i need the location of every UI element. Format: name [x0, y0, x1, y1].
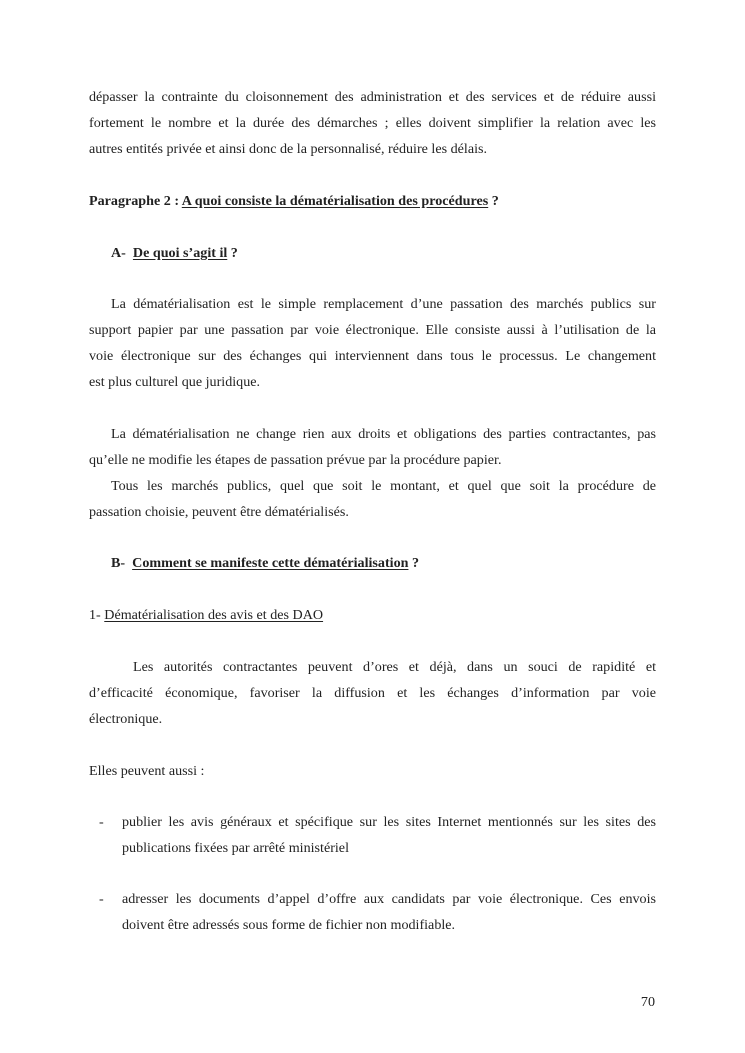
section-a-suffix: ? [227, 245, 238, 261]
paragraph-line: est plus culturel que juridique. [89, 374, 261, 390]
paragraphe-2-heading [89, 188, 499, 214]
intro-paragraph [89, 84, 656, 162]
subsection-1-number: 1- [89, 607, 105, 623]
bullet-line: adresser les documents d’appel d’offre aux candidats par voie électronique. Ces envois [122, 891, 656, 907]
bullet-line: publier les avis généraux et spécifique sur les sites Internet mentionnés sur les sites des [122, 814, 656, 830]
subsection-1-title: Dématérialisation des avis et des DAO [104, 607, 324, 623]
section-a-paragraph-2 [89, 421, 656, 473]
section-a-title: De quoi s’agit il [132, 245, 228, 261]
paragraph-line: Tous les marchés publics, quel que soit le montant, et quel que soit la procédure de [111, 478, 656, 494]
bullet-marker: - [99, 814, 104, 830]
paragraphe-2-suffix: ? [488, 193, 499, 209]
subsection-1-paragraph-1 [89, 654, 656, 732]
intro-line: dépasser la contrainte du cloisonnement des administration et des services et de réduire aussi [89, 89, 656, 105]
bullet-marker: - [99, 891, 104, 907]
section-b-title: Comment se manifeste cette dématérialisation [132, 555, 409, 571]
paragraph-line: d’efficacité économique, favoriser la diffusion et les échanges d’information par voie [89, 685, 656, 701]
paragraph-line: voie électronique sur des échanges qui interviennent dans tous le processus. Le changement [89, 348, 656, 364]
paragraph-line: La dématérialisation ne change rien aux droits et obligations des parties contractantes, pas [111, 426, 656, 442]
paragraph-line: support papier par une passation par voie électronique. Elle consiste aussi à l’utilisation de la [89, 322, 656, 338]
subsection-1-heading [89, 602, 323, 628]
paragraph-line: Les autorités contractantes peuvent d’ores et déjà, dans un souci de rapidité et [133, 659, 656, 675]
intro-line: fortement le nombre et la durée des démarches ; elles doivent simplifier la relation avec les [89, 115, 656, 131]
section-a-heading [111, 240, 238, 266]
paragraphe-2-title: A quoi consiste la dématérialisation des procédures [181, 193, 489, 209]
paragraph-line: passation choisie, peuvent être dématérialisés. [89, 504, 349, 520]
section-a-paragraph-1 [89, 291, 656, 395]
bullet-item [122, 886, 656, 938]
subsection-1-paragraph-2: Elles peuvent aussi : [89, 763, 205, 779]
paragraph-line: qu’elle ne modifie les étapes de passation prévue par la procédure papier. [89, 452, 502, 468]
section-b-suffix: ? [408, 555, 420, 571]
paragraph-line: électronique. [89, 711, 163, 727]
section-a-paragraph-3 [89, 473, 656, 525]
page-number: 70 [640, 994, 655, 1010]
paragraphe-2-prefix: Paragraphe 2 : [89, 193, 182, 209]
section-b-heading [111, 550, 419, 576]
bullet-line: doivent être adressés sous forme de fichier non modifiable. [122, 917, 456, 933]
intro-line: autres entités privée et ainsi donc de la personnalisé, réduire les délais. [89, 141, 488, 157]
bullet-line: publications fixées par arrêté ministériel [122, 840, 349, 856]
section-a-letter: A- [111, 245, 126, 261]
section-b-letter: B- [111, 555, 126, 571]
bullet-item [122, 809, 656, 861]
paragraph-line: La dématérialisation est le simple remplacement d’une passation des marchés publics sur [111, 296, 656, 312]
